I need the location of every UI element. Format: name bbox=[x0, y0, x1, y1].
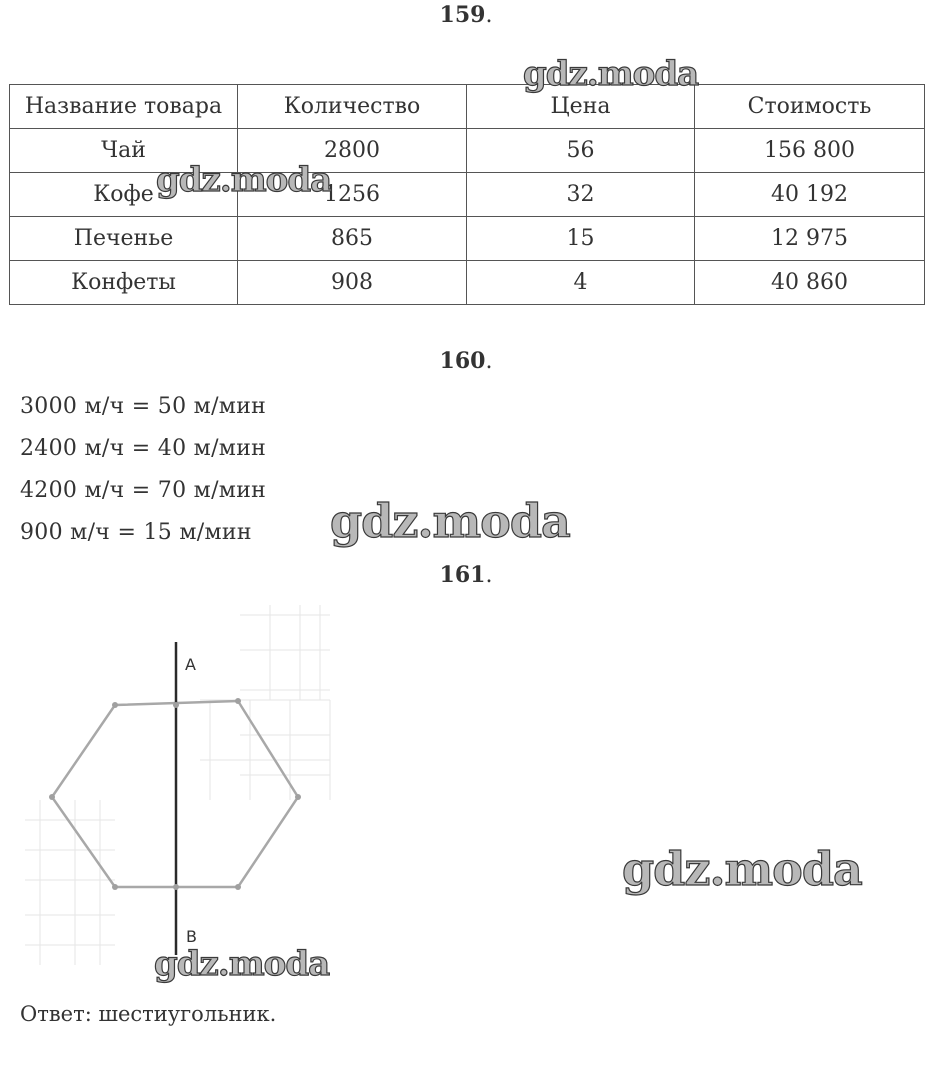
table-cell: 15 bbox=[467, 217, 695, 261]
table-cell: 1256 bbox=[238, 173, 467, 217]
task-160-heading: 160. bbox=[439, 348, 493, 374]
table-cell: Конфеты bbox=[10, 261, 238, 305]
watermark-logo: gdz.moda bbox=[523, 54, 699, 94]
task-160-number: 160 bbox=[439, 348, 486, 374]
watermark-logo: gdz.moda bbox=[622, 842, 862, 896]
header-cell-quantity: Количество bbox=[238, 85, 467, 129]
table-cell: 156 800 bbox=[695, 129, 925, 173]
conversion-line: 4200 м/ч = 70 м/мин bbox=[20, 478, 267, 503]
table-cell: 908 bbox=[238, 261, 467, 305]
table-header-row bbox=[10, 85, 925, 129]
point-label-a: A bbox=[185, 655, 196, 674]
conversion-line: 3000 м/ч = 50 м/мин bbox=[20, 394, 267, 419]
header-cell-cost: Стоимость bbox=[695, 85, 925, 129]
table-cell: 32 bbox=[467, 173, 695, 217]
table-row bbox=[10, 173, 925, 217]
conversion-list bbox=[20, 388, 266, 556]
conversion-line: 900 м/ч = 15 м/мин bbox=[20, 520, 252, 545]
table-cell: 4 bbox=[467, 261, 695, 305]
table-row bbox=[10, 217, 925, 261]
task-159-heading: 159. bbox=[439, 2, 493, 28]
table-cell: 12 975 bbox=[695, 217, 925, 261]
table-cell: 865 bbox=[238, 217, 467, 261]
table-row bbox=[10, 129, 925, 173]
grid-background bbox=[25, 605, 330, 965]
goods-table bbox=[9, 84, 925, 305]
table-row bbox=[10, 261, 925, 305]
point-label-b: B bbox=[186, 927, 197, 946]
answer-text: Ответ: шестиугольник. bbox=[20, 1002, 277, 1026]
task-161-number: 161 bbox=[439, 562, 486, 588]
table-cell: Кофе bbox=[10, 173, 238, 217]
table-cell: Чай bbox=[10, 129, 238, 173]
watermark-logo: gdz.moda bbox=[156, 160, 332, 200]
table-cell: 56 bbox=[467, 129, 695, 173]
conversion-line: 2400 м/ч = 40 м/мин bbox=[20, 436, 267, 461]
hexagon-figure bbox=[0, 600, 340, 980]
header-cell-name: Название товара bbox=[10, 85, 238, 129]
task-159-number: 159 bbox=[439, 2, 486, 28]
table-cell: 2800 bbox=[238, 129, 467, 173]
watermark-logo: gdz.moda bbox=[330, 494, 570, 548]
table-cell: 40 860 bbox=[695, 261, 925, 305]
task-161-heading: 161. bbox=[439, 562, 493, 588]
table-cell: Печенье bbox=[10, 217, 238, 261]
header-cell-price: Цена bbox=[467, 85, 695, 129]
watermark-logo: gdz.moda bbox=[154, 944, 330, 984]
table-cell: 40 192 bbox=[695, 173, 925, 217]
